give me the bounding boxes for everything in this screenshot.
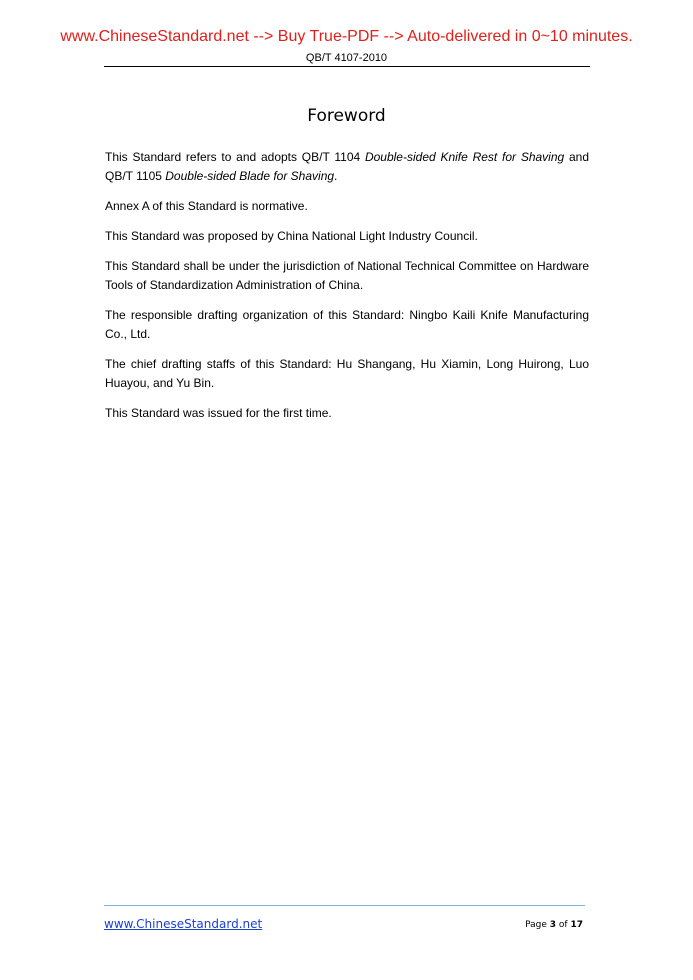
promo-banner[interactable]: www.ChineseStandard.net --> Buy True-PDF --> Auto-delivered in 0~10 minutes. xyxy=(60,28,633,45)
standard-number: QB/T 4107-2010 xyxy=(305,52,388,64)
paragraph-annex: Annex A of this Standard is normative. xyxy=(105,199,308,213)
page-total: 17 xyxy=(570,920,583,930)
paragraph-text: . xyxy=(334,169,338,183)
paragraph-drafting-staff: The chief drafting staffs of this Standard: Hu Shangang, Hu Xiamin, Long Huirong, Luo Huayou, and Yu Bin. xyxy=(105,357,589,390)
footer-website-link[interactable]: www.ChineseStandard.net xyxy=(104,917,263,931)
paragraph-first-issue: This Standard was issued for the first time. xyxy=(105,406,332,420)
document-body xyxy=(105,148,589,434)
paragraph-text: This Standard refers to and adopts QB/T 1104 xyxy=(105,150,365,164)
italic-title: Double-sided Blade for Shaving xyxy=(165,169,335,183)
page-title: Foreword xyxy=(307,106,386,126)
page-number xyxy=(525,920,583,930)
paragraph-references xyxy=(105,148,589,186)
footer-divider xyxy=(104,905,585,906)
page-current: 3 xyxy=(549,920,557,930)
page-of: of xyxy=(556,920,571,930)
italic-title: Double-sided Knife Rest for Shaving xyxy=(364,150,565,164)
paragraph-jurisdiction: This Standard shall be under the jurisdiction of National Technical Committee on Hardware Tools of Standardization Administration of China. xyxy=(105,259,589,292)
header-divider xyxy=(104,66,590,67)
paragraph-drafting-org: The responsible drafting organization of this Standard: Ningbo Kaili Knife Manufacturing Co., Ltd. xyxy=(105,308,589,341)
paragraph-proposed: This Standard was proposed by China National Light Industry Council. xyxy=(105,229,478,243)
paragraph-text: and QB/T 1105 xyxy=(105,150,589,183)
page-prefix: Page xyxy=(525,920,550,930)
